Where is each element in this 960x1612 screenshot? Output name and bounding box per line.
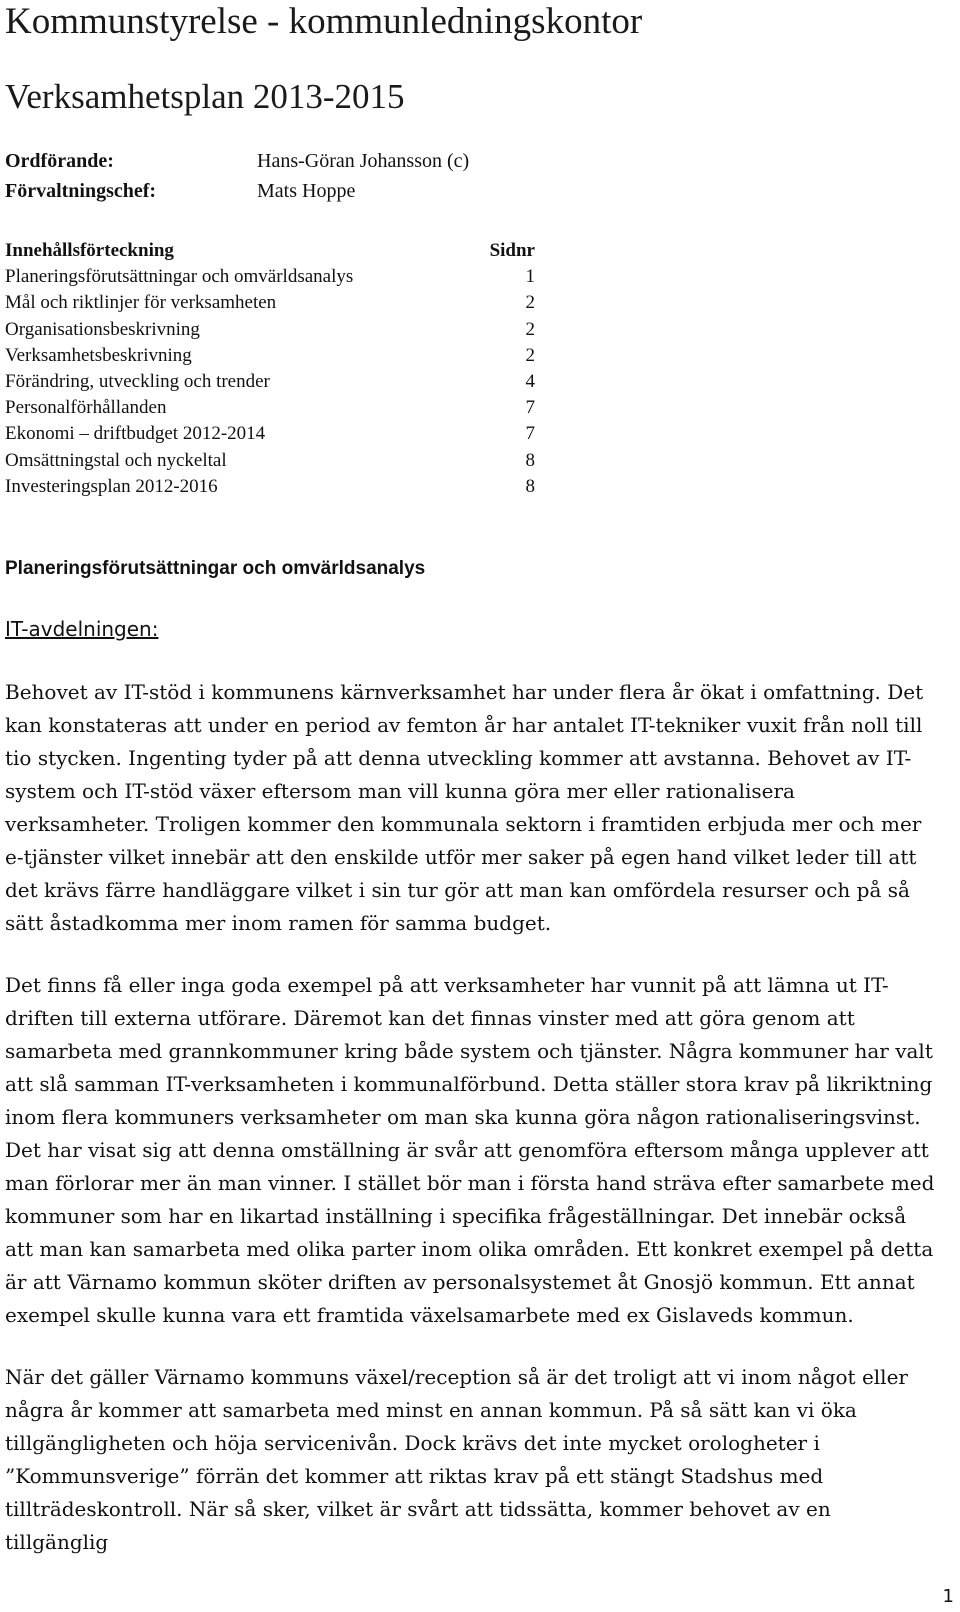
meta-value: Mats Hoppe xyxy=(257,180,356,202)
toc-item xyxy=(5,476,535,502)
toc-heading: Innehållsförteckning xyxy=(5,240,174,261)
subsection-heading: IT-avdelningen: xyxy=(5,617,159,641)
toc-item-page: 2 xyxy=(525,344,535,366)
toc-page-heading: Sidnr xyxy=(489,240,535,261)
page-number: 1 xyxy=(942,1586,954,1607)
toc-item-label: Omsättningstal och nyckeltal xyxy=(5,449,227,471)
body-paragraph: Behovet av IT-stöd i kommunens kärnverksamhet har under flera år ökat i omfattning. Det kan konstateras att under en period av femton år har antalet IT-tekniker vuxit från noll till tio stycken. Ingenting tyder på att denna utveckling kommer att avstanna. Behovet av IT-system och IT-stöd växer eftersom man vill kunna göra mer eller rationalisera verksamheter. Troligen kommer den kommunala sektorn i framtiden erbjuda mer och mer e-tjänster vilket innebär att den enskilde utför mer saker på egen hand vilket leder till att det krävs färre handläggare vilket i sin tur gör att man kan omfördela resurser och på så sätt åstadkomma mer inom ramen för samma budget. xyxy=(5,680,924,935)
meta-label: Ordförande: xyxy=(5,150,114,172)
toc-item-label: Förändring, utveckling och trender xyxy=(5,370,270,392)
toc-item-page: 1 xyxy=(525,266,535,288)
toc-item xyxy=(5,292,535,318)
toc-item-page: 4 xyxy=(525,370,535,392)
meta-value: Hans-Göran Johansson (c) xyxy=(257,150,470,172)
toc-item-page: 7 xyxy=(525,397,535,419)
toc-item-page: 2 xyxy=(525,292,535,314)
table-of-contents xyxy=(5,240,535,502)
toc-item-page: 7 xyxy=(525,423,535,445)
document-title: Kommunstyrelse - kommunledningskontor xyxy=(5,1,643,42)
toc-item xyxy=(5,371,535,397)
toc-item xyxy=(5,423,535,449)
toc-item-label: Mål och riktlinjer för verksamheten xyxy=(5,292,277,314)
meta-label: Förvaltningschef: xyxy=(5,180,157,202)
toc-header xyxy=(5,240,535,266)
section-heading: Planeringsförutsättningar och omvärldsanalys xyxy=(5,558,426,579)
toc-item xyxy=(5,266,535,292)
toc-item-page: 8 xyxy=(525,475,535,497)
toc-item-page: 2 xyxy=(525,318,535,340)
body-paragraph: Det finns få eller inga goda exempel på att verksamheter har vunnit på att lämna ut IT-driften till externa utförare. Däremot kan det finnas vinster med att göra genom att samarbeta med grannkommuner kring både system och tjänster. Några kommuner har valt att slå samman IT-verksamheten i kommunalförbund. Detta ställer stora krav på likriktning inom flera kommuners verksamheter om man ska kunna göra någon rationaliseringsvinst. Det har visat sig att denna omställning är svår att genomföra eftersom många upplever att man förlorar mer än man vinner. I stället bör man i första hand sträva efter samarbete med kommuner som har en likartad inställning i specifika frågeställningar. Det innebär också att man kan samarbeta med olika parter inom olika områden. Ett konkret exempel på detta är att Värnamo kommun sköter driften av personalsystemet åt Gnosjö kommun. Ett annat exempel skulle kunna vara ett framtida växelsamarbete med ex Gislaveds kommun. xyxy=(5,973,935,1327)
toc-item-label: Planeringsförutsättningar och omvärldsanalys xyxy=(5,266,354,288)
toc-item-label: Personalförhållanden xyxy=(5,397,167,419)
toc-item-label: Organisationsbeskrivning xyxy=(5,318,200,340)
body-paragraph: När det gäller Värnamo kommuns växel/reception så är det troligt att vi inom något eller några år kommer att samarbeta med minst en annan kommun. På så sätt kan vi öka tillgängligheten och höja servicenivån. Dock krävs det inte mycket orologheter i ”Kommunsverige” förrän det kommer att riktas krav på ett stängt Stadshus med tillträdeskontroll. När så sker, vilket är svårt att tidssätta, kommer behovet av en tillgänglig xyxy=(5,1365,908,1554)
toc-item-label: Investeringsplan 2012-2016 xyxy=(5,475,218,497)
toc-item-label: Ekonomi – driftbudget 2012-2014 xyxy=(5,423,266,445)
toc-item xyxy=(5,345,535,371)
toc-item-label: Verksamhetsbeskrivning xyxy=(5,344,192,366)
toc-item xyxy=(5,397,535,423)
toc-item-page: 8 xyxy=(525,449,535,471)
document-subtitle: Verksamhetsplan 2013-2015 xyxy=(5,77,405,116)
toc-item xyxy=(5,450,535,476)
toc-item xyxy=(5,319,535,345)
